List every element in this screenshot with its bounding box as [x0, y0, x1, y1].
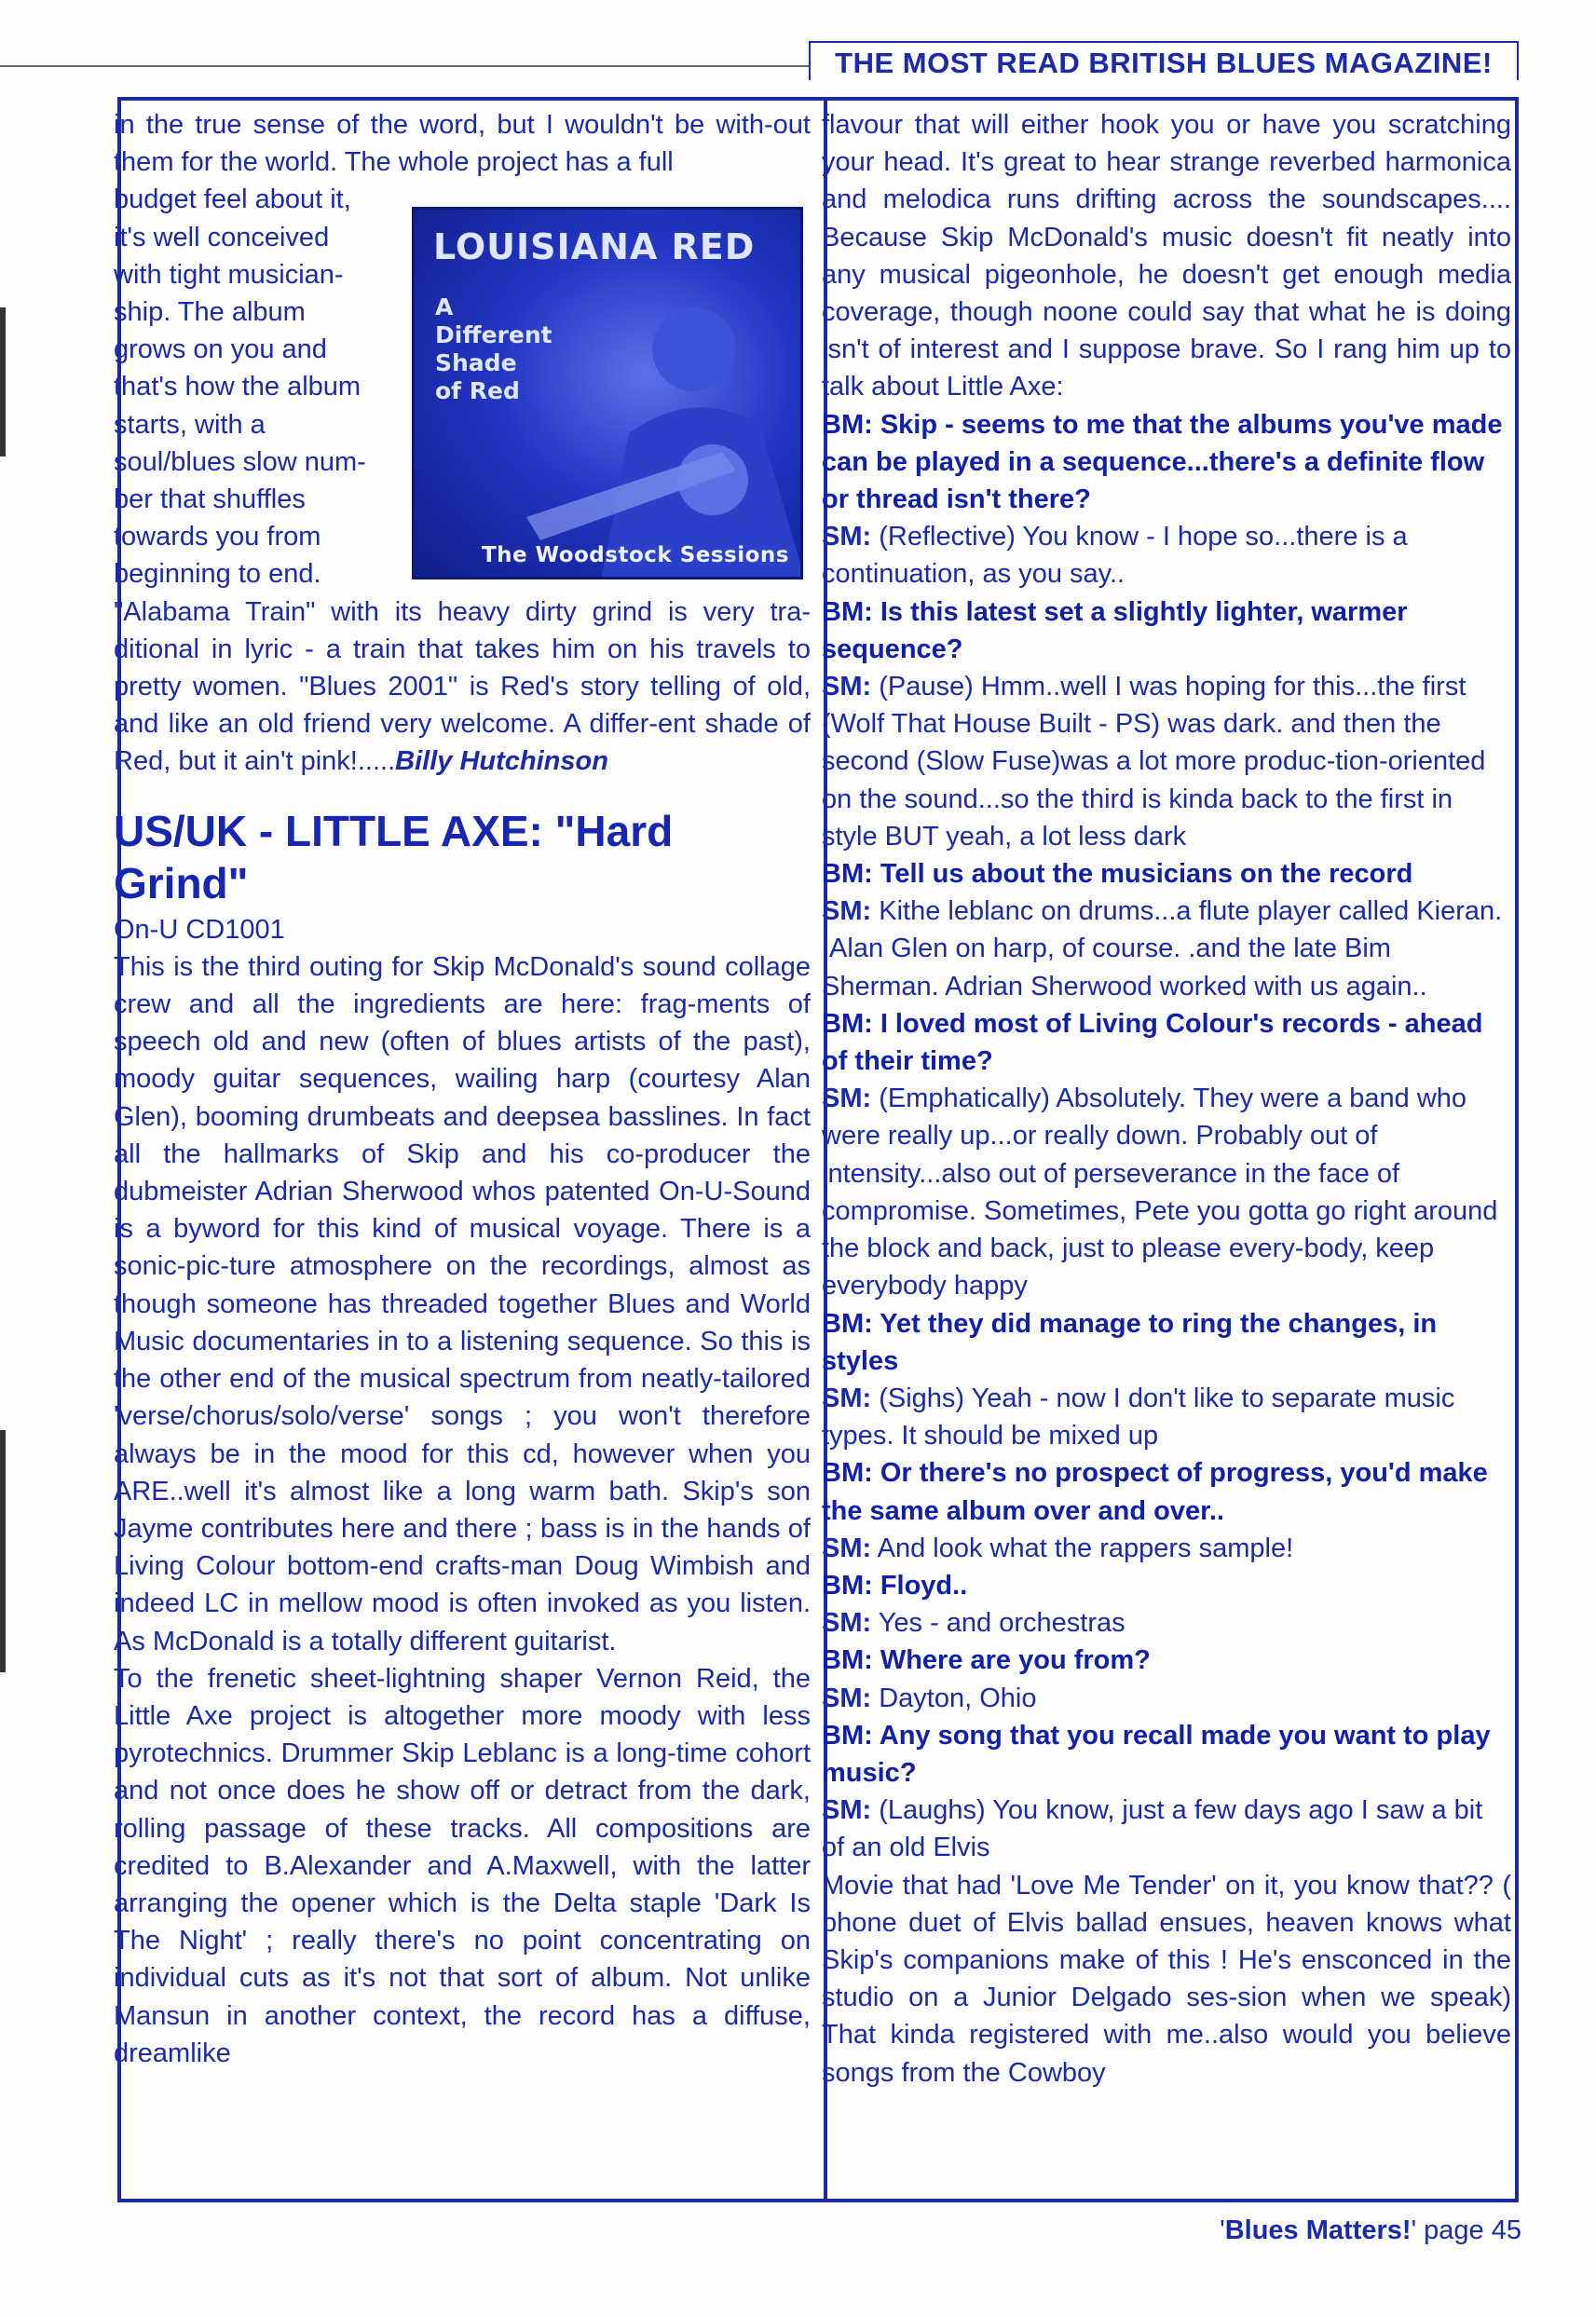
speaker-text: Or there's no prospect of progress, you'd make the same album over and over..	[822, 1458, 1488, 1526]
interview-question	[822, 1005, 1511, 1080]
interview-question	[822, 1642, 1511, 1679]
speaker-label: SM:	[822, 1533, 872, 1563]
interview-answer	[822, 1680, 1511, 1717]
review-wrap-line: ber that shuffles	[114, 484, 306, 515]
interview-answer	[822, 668, 1511, 855]
review-wrap-line: it's well conceived	[114, 222, 330, 252]
review-wrap-line: with tight musician-	[114, 259, 344, 290]
speaker-label: SM:	[822, 896, 872, 927]
speaker-text: Yet they did manage to ring the changes, in styles	[822, 1308, 1438, 1376]
speaker-text: Any song that you recall made you want to play music?	[822, 1720, 1491, 1788]
speaker-text: Is this latest set a slightly lighter, warmer sequence?	[822, 596, 1408, 664]
footer-initial-m: M	[1305, 2215, 1329, 2245]
right-column	[822, 106, 1511, 2092]
speaker-label: SM:	[822, 1795, 872, 1826]
interview-answer	[822, 1080, 1511, 1304]
interview-answer	[822, 518, 1511, 593]
cover-caption: The Woodstock Sessions	[481, 543, 789, 567]
interview-answer	[822, 1792, 1511, 1866]
interview-question	[822, 1717, 1511, 1792]
review-wrap-lines	[114, 181, 811, 593]
interview-question	[822, 1454, 1511, 1529]
speaker-label: BM:	[822, 596, 873, 627]
interview-question	[822, 1567, 1511, 1604]
cover-title: LOUISIANA RED	[433, 226, 756, 267]
speaker-text: Kithe leblanc on drums...a flute player called Kieran. .Alan Glen on harp, of course. .and the late Bim Sherman. Adrian Sherwood worked with us again..	[822, 896, 1503, 1002]
speaker-label: SM:	[822, 1383, 872, 1413]
header-rule	[0, 65, 811, 67]
review-author: Billy Hutchinson	[395, 746, 608, 777]
review-body: "Alabama Train" with its heavy dirty grind is very tra-ditional in lyric - a train that takes him on his travels to pretty women. "Blues 2001" is Red's story telling of old, and like an old friend very welcome. A differ-ent shade of Red, but it ain't pink!.....	[114, 596, 811, 777]
interview-answer	[822, 1604, 1511, 1642]
review-wrap-line: that's how the album	[114, 372, 361, 402]
review-heading: US/UK - LITTLE AXE: "Hard Grind"	[114, 806, 674, 907]
footer-word-lues: lues	[1244, 2215, 1306, 2245]
speaker-label: BM:	[822, 1720, 873, 1751]
speaker-text: Tell us about the musicians on the record	[872, 859, 1413, 890]
interview-answer	[822, 893, 1511, 1005]
cover-subtitle: A Different Shade of Red	[435, 293, 552, 404]
magazine-banner: THE MOST READ BRITISH BLUES MAGAZINE!	[809, 41, 1519, 80]
catalog-number: On-U CD1001	[114, 914, 285, 945]
review-wrap-line: ship. The album	[114, 297, 306, 328]
speaker-text: (Emphatically) Absolutely. They were a band who were really up...or really down. Probably out of intensity...also out of perseverance in the face of compromise. Sometimes, Pete you gotta go right around the block and back, just to please every-body, keep everybody happy	[822, 1084, 1498, 1302]
review-text-top: in the true sense of the word, but I wouldn't be with-out them for the world. The whole project has a full	[114, 110, 811, 178]
speaker-label: BM:	[822, 1308, 873, 1339]
review-wrap-line: grows on you and	[114, 334, 327, 365]
review-wrap-line: beginning to end.	[114, 559, 321, 590]
speaker-text: And look what the rappers sample!	[871, 1533, 1294, 1563]
speaker-text: Skip - seems to me that the albums you've made can be played in a sequence...there's a definite flow or thread isn't there?	[822, 409, 1503, 515]
interview-outro: Movie that had 'Love Me Tender' on it, you know that?? ( phone duet of Elvis ballad ensues, heaven knows what Skip's companions make of this ! He's ensconced in the studio on a Junior Delgado ses-sion when we speak) That kinda registered with me..also would you believe songs from the Cowboy	[822, 1870, 1511, 2088]
interview-intro: flavour that will either hook you or have you scratching your head. It's great to hear strange reverbed harmonica and melodica runs drifting across the soundscapes.... Because Skip McDonald's music doesn't fit neatly into any musical pigeonhole, he doesn't get enough media coverage, though noone could say that what he is doing isn't of interest and I suppose brave. So I rang him up to talk about Little Axe:	[822, 110, 1511, 402]
review-text-bottom	[114, 593, 811, 781]
review-wrap-line: starts, with a	[114, 409, 266, 440]
speaker-label: BM:	[822, 409, 873, 440]
speaker-text: Yes - and orchestras	[871, 1608, 1125, 1639]
speaker-label: SM:	[822, 1608, 872, 1639]
scan-edge-mark	[0, 1430, 6, 1672]
review-body-1: This is the third outing for Skip McDonald's sound collage crew and all the ingredients are here: frag-ments of speech old and new (often of blues artists of the past), moody guitar sequences, wailing harp (courtesy Alan Glen), booming drumbeats and deepsea basslines. In fact all the hallmarks of Skip and his co-producer the dubmeister Adrian Sherwood whos patented On-U-Sound is a byword for this kind of musical voyage. There is a sonic-pic-ture atmosphere on the recordings, almost as though someone has threaded together Blues and World Music documentaries in to a listening sequence. So this is the other end of the musical spectrum from neatly-tailored 'verse/chorus/solo/verse' songs ; you won't therefore always be in the mood for this cd, however when you ARE..well it's almost like a long warm bath. Skip's son Jayme contributes here and there ; bass is in the hands of Living Colour bottom-end crafts-man Doug Wimbish and indeed LC in mellow mood is often invoked as you listen. As McDonald is a totally different guitarist.	[114, 951, 811, 1656]
scan-edge-mark	[0, 307, 6, 457]
interview-answer	[822, 1380, 1511, 1454]
interview-question	[822, 1305, 1511, 1380]
speaker-text: (Sighs) Yeah - now I don't like to separate music types. It should be mixed up	[822, 1383, 1455, 1452]
speaker-label: BM:	[822, 1645, 873, 1676]
review-wrap-line: budget feel about it,	[114, 184, 351, 215]
footer-word-atters: atters!	[1328, 2215, 1412, 2245]
speaker-label: BM:	[822, 1570, 873, 1601]
speaker-label: SM:	[822, 672, 872, 702]
footer-initial-b: B	[1224, 2215, 1245, 2245]
speaker-label: SM:	[822, 522, 872, 552]
speaker-label: SM:	[822, 1084, 872, 1114]
speaker-text: I loved most of Living Colour's records - ahead of their time?	[822, 1008, 1483, 1077]
speaker-text: Where are you from?	[872, 1645, 1151, 1676]
speaker-text: (Reflective) You know - I hope so...there is a continuation, as you say..	[822, 522, 1408, 590]
speaker-text: (Laughs) You know, just a few days ago I saw a bit of an old Elvis	[822, 1795, 1483, 1863]
review-wrap-line: soul/blues slow num-	[114, 446, 366, 477]
footer-page-number: ' page 45	[1411, 2215, 1521, 2245]
speaker-text: Dayton, Ohio	[871, 1683, 1037, 1713]
left-column	[114, 106, 811, 2072]
speaker-text: (Pause) Hmm..well I was hoping for this...the first (Wolf That House Built - PS) was dark. and then the second (Slow Fuse)was a lot more produc-tion-oriented on the sound...so the third is kinda back to the first in style BUT yeah, a lot less dark	[822, 672, 1486, 852]
speaker-text: Floyd..	[872, 1570, 968, 1601]
speaker-label: BM:	[822, 859, 873, 890]
interview-question	[822, 855, 1511, 893]
review-wrap-line: towards you from	[114, 522, 321, 552]
review-body-2: To the frenetic sheet-lightning shaper Vernon Reid, the Little Axe project is altogether more moody with less pyrotechnics. Drummer Skip Leblanc is a long-time cohort and not once does he show off or detract from the dark, rolling passage of these tracks. All compositions are credited to B.Alexander and A.Maxwell, with the latter arranging the opener which is the Delta staple 'Dark Is The Night' ; really there's no point concentrating on individual cuts as it's not that sort of album. Not unlike Mansun in another context, the record has a diffuse, dreamlike	[114, 1663, 811, 2068]
interview-qa	[822, 406, 1511, 1867]
interview-question	[822, 593, 1511, 668]
footer-quote-open: '	[1220, 2215, 1225, 2245]
interview-question	[822, 406, 1511, 519]
interview-answer	[822, 1530, 1511, 1567]
speaker-label: BM:	[822, 1008, 873, 1039]
speaker-label: SM:	[822, 1683, 872, 1713]
page-footer	[1220, 2215, 1521, 2246]
speaker-label: BM:	[822, 1458, 873, 1489]
